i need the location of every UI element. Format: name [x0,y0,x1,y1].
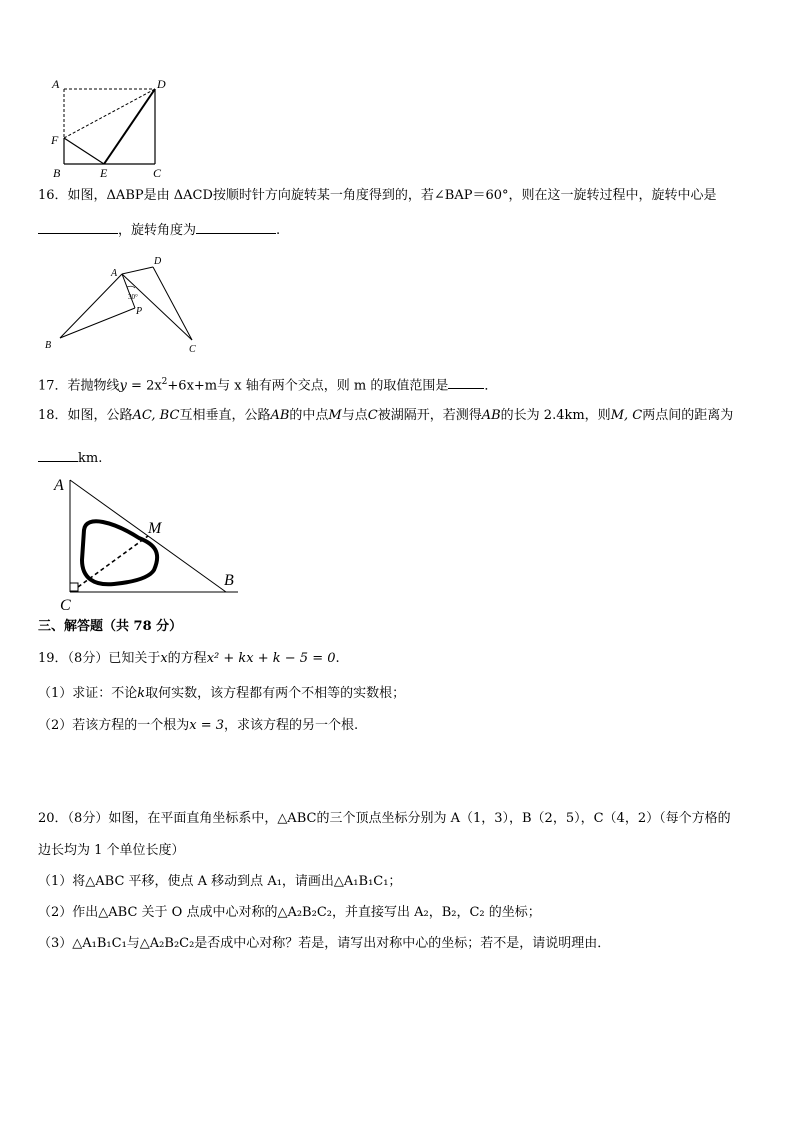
q17-stem: 17．若抛物线$y = 2x^2+6x+m$与 x 轴有两个交点，则 m 的取值范围是 ． [38,372,497,396]
q20-stem-line1: 20．（8分）如图，在平面直角坐标系中，△ABC的三个顶点坐标分别为 A（1，3），B（2，5），C（4，2）（每个方格的 [38,811,731,826]
label-a: A [111,268,118,279]
label-a: A [52,77,60,91]
q16-stem: 16．如图，ΔABP是由 ΔACD按顺时针方向旋转某一角度得到的，若∠BAP＝60°，则在这一旋转过程中，旋转中心是 [38,188,717,203]
label-c: C [153,166,162,180]
label-c: C [60,597,71,614]
q20-part2: （2）作出△ABC 关于 O 点成中心对称的△A₂B₂C₂，并直接写出 A₂，B₂，C₂ 的坐标； [38,905,541,920]
label-f: F [51,133,59,147]
label-p: P [136,306,143,317]
answer-blank-m-range[interactable] [448,374,484,389]
answer-blank-angle[interactable] [196,219,276,234]
q19-part2: （2）若该方程的一个根为x = 3，求该方程的另一个根. [38,718,359,733]
label-b: B [45,340,52,351]
answer-blank-distance[interactable] [38,447,78,462]
q20-part1: （1）将△ABC 平移，使点 A 移动到点 A₁，请画出△A₁B₁C₁； [38,874,402,889]
q19-part1: （1）求证：不论k取何实数，该方程都有两个不相等的实数根； [38,686,406,701]
label-c: C [189,344,196,355]
q20-stem-line2: 边长均为 1 个单位长度） [38,843,185,858]
q16-blanks: ，旋转角度为 . [38,219,280,241]
label-e: E [100,166,108,180]
figure-rotation [40,250,210,360]
angle-label: 30° [128,293,138,301]
q20-part3: （3）△A₁B₁C₁与△A₂B₂C₂是否成中心对称？若是，请写出对称中心的坐标；若不是，请说明理由． [38,936,611,951]
figure-lake [44,470,254,615]
q19-stem: 19．（8分）已知关于x的方程x² + kx + k − 5 = 0. [38,651,340,666]
q18-stem: 18．如图，公路AC, BC互相垂直，公路AB的中点M与点C被湖隔开，若测得AB的长为 2.4km，则M, C两点间的距离为 [38,408,734,423]
label-b: B [53,166,61,180]
section-heading: 三、解答题（共 78 分） [38,619,183,634]
label-m: M [148,520,162,537]
label-b: B [224,572,234,589]
figure-rectangle-abcd [40,75,180,180]
answer-blank-center[interactable] [38,219,118,234]
q18-blank-line: km. [38,447,102,469]
label-d: D [157,77,166,91]
label-d: D [154,256,162,267]
label-a: A [54,477,64,494]
